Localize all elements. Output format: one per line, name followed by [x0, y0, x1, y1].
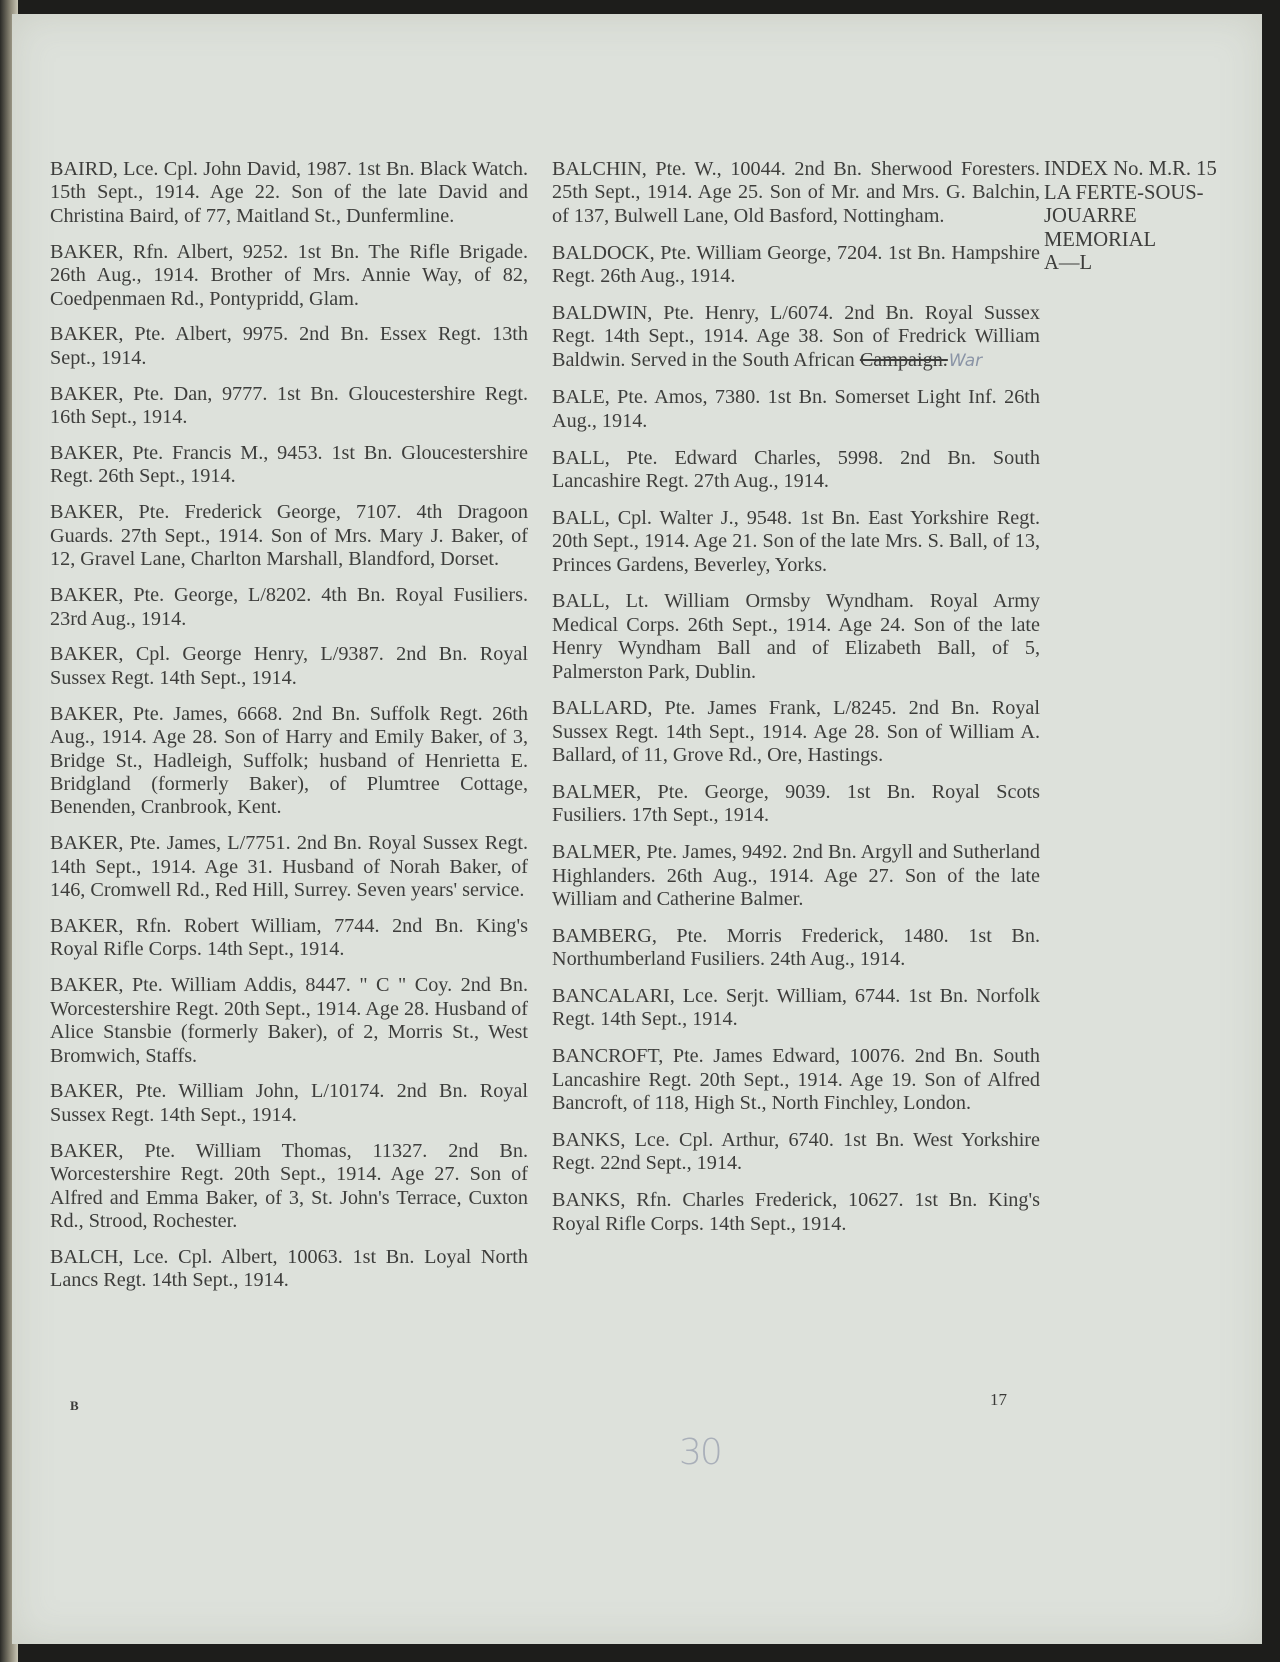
casualty-entry: BALMER, Pte. James, 9492. 2nd Bn. Argyll and Sutherland Highlanders. 26th Aug., 1914. Age 27. Son of the late William and Catherine Balmer. — [552, 841, 1040, 911]
casualty-entry: BAKER, Cpl. George Henry, L/9387. 2nd Bn. Royal Sussex Regt. 14th Sept., 1914. — [50, 643, 528, 689]
memorial-name-line: LA FERTE-SOUS- — [1044, 181, 1204, 204]
casualty-entry: BALDOCK, Pte. William George, 7204. 1st Bn. Hampshire Regt. 26th Aug., 1914. — [552, 241, 1040, 288]
index-number: INDEX No. M.R. 15 — [1044, 158, 1217, 180]
casualty-entry: BAKER, Rfn. Albert, 9252. 1st Bn. The Rifle Brigade. 26th Aug., 1914. Brother of Mrs. Annie Way, of 82, Coedpenmaen Rd., Pontypridd, Glam. — [50, 240, 528, 310]
alphabet-range: A—L — [1044, 252, 1093, 274]
casualty-entry: BALCHIN, Pte. W., 10044. 2nd Bn. Sherwood Foresters. 25th Sept., 1914. Age 25. Son of Mr. and Mrs. G. Balchin, of 137, Bulwell Lane, Old Basford, Nottingham. — [552, 158, 1040, 227]
middle-column — [552, 158, 1040, 1249]
signature-mark: B — [70, 1398, 79, 1413]
register-page — [12, 14, 1262, 1644]
page-number: 17 — [990, 1390, 1007, 1409]
casualty-entry: BALLARD, Pte. James Frank, L/8245. 2nd Bn. Royal Sussex Regt. 14th Sept., 1914. Age 28. Son of William A. Ballard, of 11, Grove Rd., Ore, Hastings. — [552, 697, 1040, 767]
struck-word: Campaign. — [859, 348, 948, 371]
casualty-entry: BAIRD, Lce. Cpl. John David, 1987. 1st Bn. Black Watch. 15th Sept., 1914. Age 22. Son of the late David and Christina Baird, of 77, Maitland St., Dunfermline. — [50, 158, 528, 227]
casualty-entry: BAKER, Pte. James, 6668. 2nd Bn. Suffolk Regt. 26th Aug., 1914. Age 28. Son of Harry and Emily Baker, of 3, Bridge St., Hadleigh, Suffolk; husband of Henrietta E. Bridgland (formerly Baker), of Plumtree Cottage, Benenden, Cranbrook, Kent. — [50, 702, 528, 819]
handwritten-correction: War — [948, 350, 983, 371]
casualty-entry: BAKER, Pte. James, L/7751. 2nd Bn. Royal Sussex Regt. 14th Sept., 1914. Age 31. Husband of Norah Baker, of 146, Cromwell Rd., Red Hill, Surrey. Seven years' service. — [50, 832, 528, 902]
casualty-entry: BANCROFT, Pte. James Edward, 10076. 2nd Bn. South Lancashire Regt. 20th Sept., 1914. Age 19. Son of Alfred Bancroft, of 118, High St., North Finchley, London. — [552, 1045, 1040, 1115]
casualty-entry: BAKER, Pte. William John, L/10174. 2nd Bn. Royal Sussex Regt. 14th Sept., 1914. — [50, 1080, 528, 1126]
baldwin-entry-text: BALDWIN, Pte. Henry, L/6074. 2nd Bn. Royal Sussex Regt. 14th Sept., 1914. Age 38. Son of Fredrick William Baldwin. Served in the South African — [552, 301, 1040, 371]
casualty-entry: BALMER, Pte. George, 9039. 1st Bn. Royal Scots Fusiliers. 17th Sept., 1914. — [552, 781, 1040, 827]
casualty-entry: BAKER, Pte. Francis M., 9453. 1st Bn. Gloucestershire Regt. 26th Sept., 1914. — [50, 442, 528, 488]
casualty-entry-baldwin — [552, 302, 1040, 373]
memorial-name-line: MEMORIAL — [1044, 228, 1157, 251]
memorial-name-line: JOUARRE — [1044, 205, 1137, 227]
casualty-entry: BALL, Pte. Edward Charles, 5998. 2nd Bn. South Lancashire Regt. 27th Aug., 1914. — [552, 446, 1040, 493]
casualty-entry: BAKER, Pte. William Thomas, 11327. 2nd Bn. Worcestershire Regt. 20th Sept., 1914. Age 27. Son of Alfred and Emma Baker, of 3, St. John's Terrace, Cuxton Rd., Strood, Rochester. — [50, 1139, 528, 1232]
left-column — [50, 158, 528, 1305]
casualty-entry: BAKER, Rfn. Robert William, 7744. 2nd Bn. King's Royal Rifle Corps. 14th Sept., 1914. — [50, 914, 528, 961]
casualty-entry: BALL, Cpl. Walter J., 9548. 1st Bn. East Yorkshire Regt. 20th Sept., 1914. Age 21. Son of the late Mrs. S. Ball, of 13, Princes Gardens, Beverley, Yorks. — [552, 506, 1040, 576]
casualty-entry: BALL, Lt. William Ormsby Wyndham. Royal Army Medical Corps. 26th Sept., 1914. Age 24. Son of the late Henry Wyndham Ball and of Elizabeth Ball, of 5, Palmerston Park, Dublin. — [552, 590, 1040, 683]
casualty-entry: BAKER, Pte. William Addis, 8447. " C " Coy. 2nd Bn. Worcestershire Regt. 20th Sept., 1914. Age 28. Husband of Alice Stansbie (formerly Baker), of 2, Morris St., West Bromwich, Staffs. — [50, 974, 528, 1067]
casualty-entry: BAKER, Pte. Frederick George, 7107. 4th Dragoon Guards. 27th Sept., 1914. Son of Mrs. Mary J. Baker, of 12, Gravel Lane, Charlton Marshall, Blandford, Dorset. — [50, 501, 528, 571]
memorial-index-header — [1044, 158, 1262, 276]
casualty-entry: BALE, Pte. Amos, 7380. 1st Bn. Somerset Light Inf. 26th Aug., 1914. — [552, 386, 1040, 432]
casualty-entry: BAKER, Pte. Dan, 9777. 1st Bn. Gloucestershire Regt. 16th Sept., 1914. — [50, 382, 528, 429]
casualty-entry: BANKS, Lce. Cpl. Arthur, 6740. 1st Bn. West Yorkshire Regt. 22nd Sept., 1914. — [552, 1128, 1040, 1175]
casualty-entry: BAKER, Pte. Albert, 9975. 2nd Bn. Essex Regt. 13th Sept., 1914. — [50, 323, 528, 369]
casualty-entry: BANCALARI, Lce. Serjt. William, 6744. 1st Bn. Norfolk Regt. 14th Sept., 1914. — [552, 985, 1040, 1031]
casualty-entry: BALCH, Lce. Cpl. Albert, 10063. 1st Bn. Loyal North Lancs Regt. 14th Sept., 1914. — [50, 1245, 528, 1292]
casualty-entry: BANKS, Rfn. Charles Frederick, 10627. 1st Bn. King's Royal Rifle Corps. 14th Sept., 1914. — [552, 1189, 1040, 1235]
handwritten-page-number: 30 — [679, 1432, 721, 1473]
casualty-entry: BAMBERG, Pte. Morris Frederick, 1480. 1st Bn. Northumberland Fusiliers. 24th Aug., 1914. — [552, 924, 1040, 971]
casualty-entry: BAKER, Pte. George, L/8202. 4th Bn. Royal Fusiliers. 23rd Aug., 1914. — [50, 584, 528, 630]
